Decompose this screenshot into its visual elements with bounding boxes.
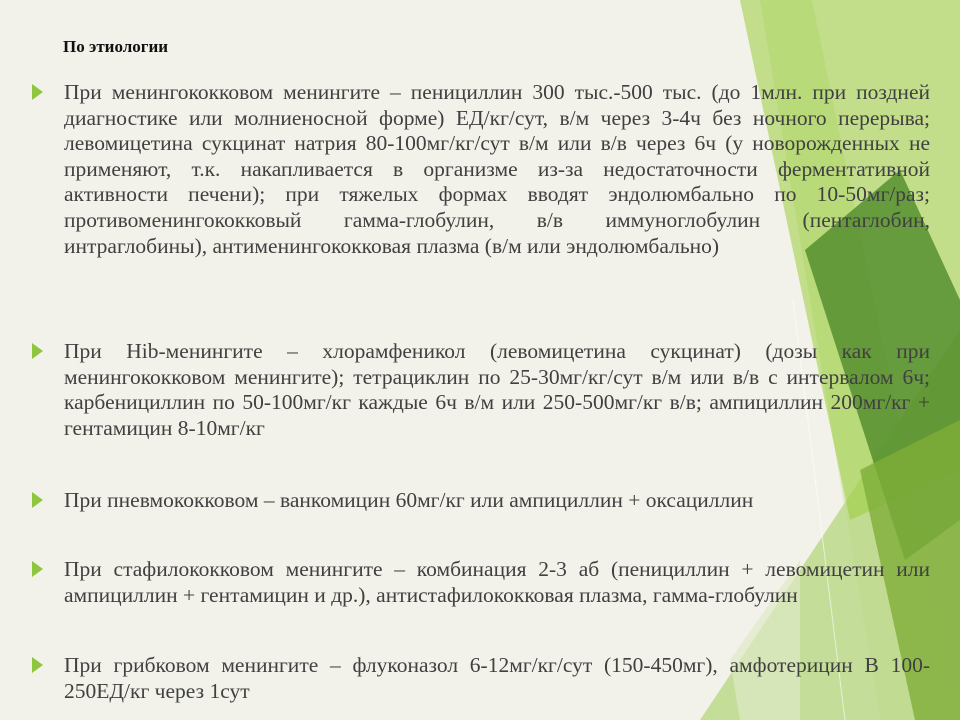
- triangle-bullet-icon: [32, 343, 43, 359]
- triangle-bullet-icon: [32, 657, 43, 673]
- triangle-bullet-icon: [32, 561, 43, 577]
- item-text: При пневмококковом – ванкомицин 60мг/кг или ампициллин + оксациллин: [64, 488, 754, 512]
- slide-heading: По этиологии: [63, 37, 169, 56]
- item-text: При грибковом менингите – флуконазол 6-12мг/кг/сут (150-450мг), амфотерицин В 100-250ЕД/кг через 1сут: [64, 653, 930, 703]
- triangle-bullet-icon: [32, 84, 43, 100]
- item-text: При Hib-менингите – хлорамфеникол (левомицетина сукцинат) (дозы как при менингококковом менингите); тетрациклин по 25-30мг/кг/сут в/м или в/в с интервалом 6ч; карбенициллин по 50-100мг/кг каждые 6ч в/м или 250-500мг/кг в/в; ампициллин 200мг/кг + гентамицин 8-10мг/кг: [64, 339, 930, 440]
- item-text: При стафилококковом менингите – комбинация 2-3 аб (пенициллин + левомицетин или ампициллин + гентамицин и др.), антистафилококковая плазма, гамма-глобулин: [64, 557, 930, 607]
- triangle-bullet-icon: [32, 492, 43, 508]
- item-text: При менингококковом менингите – пенициллин 300 тыс.-500 тыс. (до 1млн. при поздней диагностике или молниеносной форме) ЕД/кг/сут, в/м через 3-4ч без ночного перерыва; левомицетина сукцинат натрия 80-100мг/кг/сут в/м или в/в через 6ч (у новорожденных не применяют, т.к. накапливается в организме из-за недостаточности ферментативной активности печени); при тяжелых формах вводят эндолюмбально по 10-50мг/раз; противоменингококковый гамма-глобулин, в/в иммуноглобулин (пентаглобин, интраглобины), антименингококковая плазма (в/м или эндолюмбально): [64, 80, 930, 258]
